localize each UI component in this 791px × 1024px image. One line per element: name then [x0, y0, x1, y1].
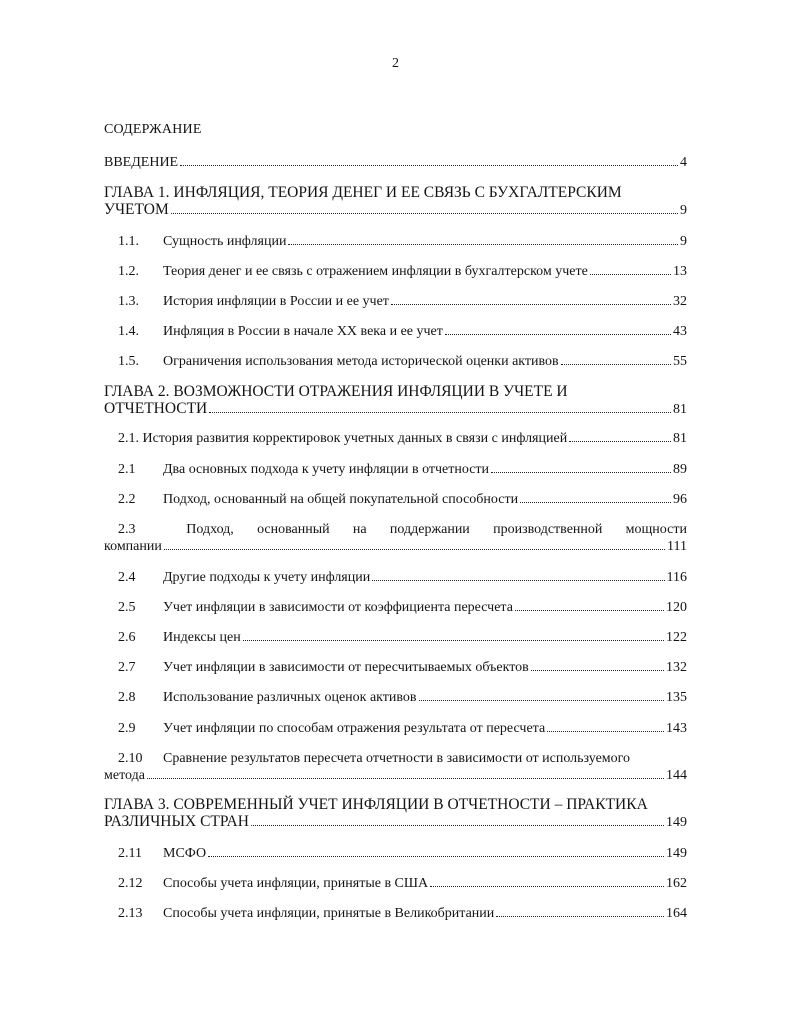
toc-item-number: 2.9: [118, 721, 136, 736]
toc-item-number: 2.10: [118, 751, 143, 766]
page-number: 2: [392, 56, 399, 71]
toc-item-word: Подход,: [186, 522, 234, 537]
toc-item-page: 13: [673, 264, 687, 279]
toc-item-number: 1.3.: [118, 294, 139, 309]
toc-item-page: 116: [666, 570, 687, 585]
dot-leader: [171, 213, 678, 214]
toc-item-title-line1: Сравнение результатов пересчета отчетности в зависимости от используемого: [163, 751, 631, 766]
toc-item-page: 164: [666, 906, 687, 921]
toc-item-word: мощности: [625, 522, 687, 537]
chapter-title-line2: УЧЕТОМ: [104, 201, 169, 218]
toc-item-1-1[interactable]: [118, 233, 687, 250]
toc-item-2-6[interactable]: [118, 629, 687, 646]
toc-item-number: 2.3: [118, 522, 136, 537]
toc-item-title: Способы учета инфляции, принятые в США: [163, 876, 429, 891]
dot-leader: [391, 304, 671, 305]
toc-item-number: 2.5: [118, 600, 136, 615]
toc-item-page: 135: [666, 690, 687, 705]
toc-item-number: 2.11: [118, 846, 142, 861]
toc-item-page: 43: [673, 324, 687, 339]
dot-leader: [288, 244, 678, 245]
toc-item-2-4[interactable]: [118, 569, 687, 586]
dot-leader: [590, 274, 671, 275]
toc-item-title: Учет инфляции по способам отражения результата от пересчета: [163, 721, 546, 736]
toc-item-page: 149: [666, 846, 687, 861]
toc-item-page: 9: [680, 234, 687, 249]
toc-item-page: 122: [666, 630, 687, 645]
toc-chapter-2[interactable]: [104, 383, 687, 418]
toc-item-title: Учет инфляции в зависимости от коэффициента пересчета: [163, 600, 513, 615]
toc-item-title: Подход, основанный на общей покупательной способности: [163, 492, 519, 507]
toc-item-title: Сущность инфляции: [163, 234, 287, 249]
toc-item-2-3[interactable]: [104, 521, 687, 555]
toc-item-2-12[interactable]: [118, 875, 687, 892]
toc-item-title: Способы учета инфляции, принятые в Великобритании: [163, 906, 495, 921]
dot-leader: [243, 640, 664, 641]
dot-leader: [251, 825, 664, 826]
dot-leader: [164, 549, 665, 550]
toc-item-number: 2.6: [118, 630, 136, 645]
chapter-title-line1: ГЛАВА 1. ИНФЛЯЦИЯ, ТЕОРИЯ ДЕНЕГ И ЕЕ СВЯЗЬ С БУХГАЛТЕРСКИМ: [104, 184, 622, 201]
toc-item-word: основанный: [257, 522, 330, 537]
toc-item-1-5[interactable]: [118, 353, 687, 370]
toc-item-1-3[interactable]: [118, 293, 687, 310]
toc-item-page: 143: [666, 721, 687, 736]
dot-leader: [515, 610, 664, 611]
dot-leader: [547, 731, 664, 732]
dot-leader: [520, 502, 671, 503]
chapter-title-line2: ОТЧЕТНОСТИ: [104, 400, 208, 417]
toc-item-page: 89: [673, 462, 687, 477]
toc-item-title: Теория денег и ее связь с отражением инфляции в бухгалтерском учете: [163, 264, 588, 279]
toc-item-number: 1.4.: [118, 324, 139, 339]
toc-item-title: 2.1. История развития корректировок учетных данных в связи с инфляцией: [118, 431, 568, 446]
justified-line: [118, 521, 687, 538]
toc-item-number: 2.7: [118, 660, 136, 675]
toc-item-word: производственной: [493, 522, 603, 537]
toc-item-title: Учет инфляции в зависимости от пересчитываемых объектов: [163, 660, 529, 675]
chapter-title-line1: ГЛАВА 2. ВОЗМОЖНОСТИ ОТРАЖЕНИЯ ИНФЛЯЦИИ В УЧЕТЕ И: [104, 383, 568, 400]
toc-entry-page: 4: [680, 155, 687, 170]
chapter-page: 81: [673, 402, 687, 417]
toc-item-1-2[interactable]: [118, 263, 687, 280]
dot-leader: [180, 165, 678, 166]
dot-leader: [561, 364, 671, 365]
toc-item-title: МСФО: [163, 846, 207, 861]
toc-item-number: 1.5.: [118, 354, 139, 369]
toc-item-title: Использование различных оценок активов: [163, 690, 417, 705]
toc-item-2-11[interactable]: [118, 845, 687, 862]
toc-item-number: 1.2.: [118, 264, 139, 279]
toc-item-title: Два основных подхода к учету инфляции в отчетности: [163, 462, 490, 477]
toc-item-2-13[interactable]: [118, 905, 687, 922]
toc-item-number: 2.12: [118, 876, 143, 891]
toc-item-title: Другие подходы к учету инфляции: [163, 570, 371, 585]
toc-entry-intro[interactable]: [104, 154, 687, 171]
toc-item-title: Инфляция в России в начале XX века и ее учет: [163, 324, 443, 339]
toc-item-page: 132: [666, 660, 687, 675]
toc-entry-title: ВВЕДЕНИЕ: [104, 155, 179, 170]
toc-item-number: 2.13: [118, 906, 143, 921]
dot-leader: [372, 580, 664, 581]
toc-item-title-line2: компании: [104, 539, 162, 554]
dot-leader: [209, 412, 671, 413]
toc-item-title: История инфляции в России и ее учет: [163, 294, 389, 309]
dot-leader: [496, 916, 664, 917]
dot-leader: [430, 886, 664, 887]
toc-item-2-1[interactable]: [118, 461, 687, 478]
toc-item-2-5[interactable]: [118, 599, 687, 616]
dot-leader: [208, 856, 664, 857]
toc-item-2-1-history[interactable]: [118, 430, 687, 447]
dot-leader: [147, 778, 664, 779]
dot-leader: [419, 700, 664, 701]
dot-leader: [569, 441, 671, 442]
toc-item-page: 162: [666, 876, 687, 891]
toc-item-number: 2.8: [118, 690, 136, 705]
chapter-title-line2: РАЗЛИЧНЫХ СТРАН: [104, 813, 249, 830]
toc-item-title: Индексы цен: [163, 630, 241, 645]
chapter-page: 149: [666, 815, 687, 830]
toc-item-page: 55: [673, 354, 687, 369]
toc-item-number: 2.4: [118, 570, 136, 585]
toc-item-word: поддержании: [389, 522, 470, 537]
toc-item-2-9[interactable]: [118, 720, 687, 737]
toc-item-number: 2.2: [118, 492, 136, 507]
toc-item-page: 81: [673, 431, 687, 446]
dot-leader: [531, 670, 664, 671]
chapter-page: 9: [680, 203, 687, 218]
toc-item-title: Ограничения использования метода исторической оценки активов: [163, 354, 559, 369]
toc-item-page: 32: [673, 294, 687, 309]
toc-item-2-10[interactable]: [104, 750, 687, 784]
toc-chapter-3[interactable]: [104, 796, 687, 831]
toc-item-number: 1.1.: [118, 234, 139, 249]
toc-heading: СОДЕРЖАНИЕ: [104, 122, 202, 137]
toc-item-1-4[interactable]: [118, 323, 687, 340]
toc-chapter-1[interactable]: [104, 184, 687, 219]
chapter-title-line1: ГЛАВА 3. СОВРЕМЕННЫЙ УЧЕТ ИНФЛЯЦИИ В ОТЧЕТНОСТИ – ПРАКТИКА: [104, 796, 648, 813]
dot-leader: [491, 472, 671, 473]
toc-item-page: 111: [667, 539, 687, 554]
dot-leader: [445, 334, 671, 335]
toc-item-page: 120: [666, 600, 687, 615]
toc-item-2-8[interactable]: [118, 689, 687, 706]
toc-item-page: 96: [673, 492, 687, 507]
toc-item-2-2[interactable]: [118, 491, 687, 508]
toc-item-number: 2.1: [118, 462, 136, 477]
toc-item-2-7[interactable]: [118, 659, 687, 676]
toc-item-word: на: [352, 522, 367, 537]
toc-item-page: 144: [666, 768, 687, 783]
toc-item-title-line2: метода: [104, 768, 145, 783]
